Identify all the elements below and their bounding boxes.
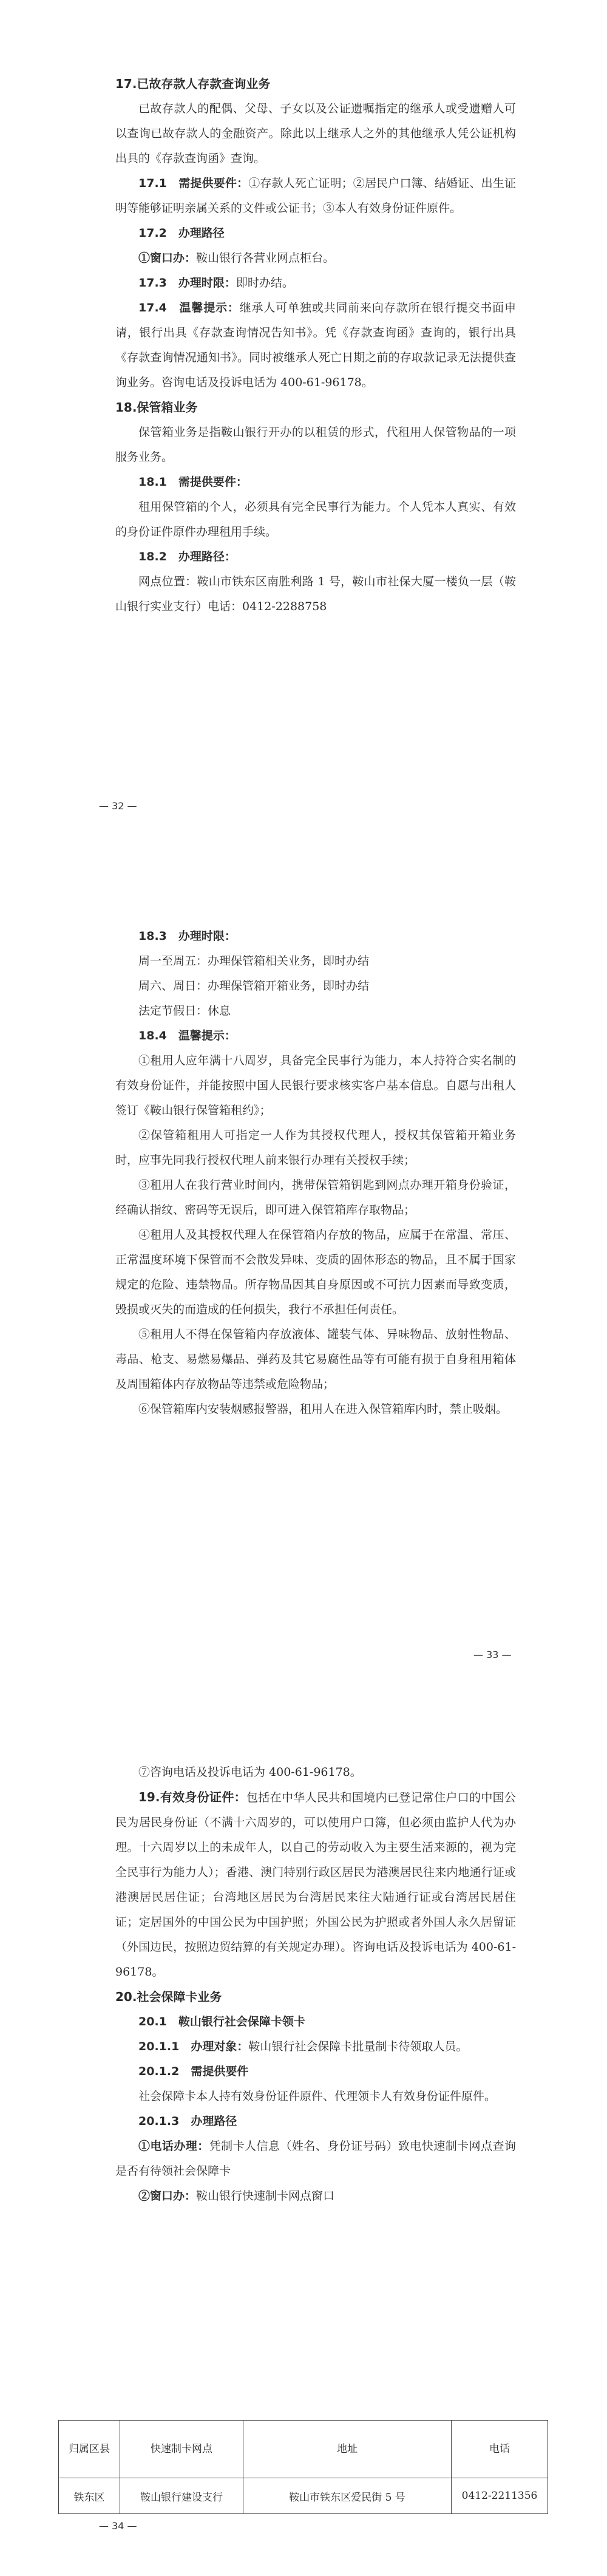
cell-district: 铁东区 <box>59 2478 120 2514</box>
section-20-1-1-label: 20.1.1 办理对象： <box>138 2040 249 2053</box>
path-window-label: ②窗口办： <box>138 2189 197 2203</box>
section-19-label: 19.有效身份证件： <box>138 1790 246 1804</box>
section-18-title: 18.保管箱业务 <box>115 400 198 415</box>
table-header-row <box>59 2421 548 2478</box>
page-number: — 32 — <box>99 800 137 812</box>
path-window-text: 鞍山银行快速制卡网点窗口 <box>196 2189 335 2203</box>
tip-6: ⑥保管箱库内安装烟感报警器，租用人在进入保管箱库内时，禁止吸烟。 <box>138 1402 508 1416</box>
cell-outlet: 鞍山银行建设支行 <box>120 2478 243 2514</box>
section-17-4-label: 17.4 温馨提示： <box>138 301 240 314</box>
section-17-1-text: ①存款人死亡证明；②居民户口簿、结婚证、出生证明等能够证明亲属关系的文件或公证书；③本人有效身份证件原件。 <box>115 177 516 215</box>
section-17-title: 17.已故存款人存款查询业务 <box>115 76 271 91</box>
section-18-1: 18.1 需提供要件： <box>138 475 248 489</box>
section-17-2-window <box>115 246 516 271</box>
header-address: 地址 <box>243 2421 452 2478</box>
path-phone-text: 凭制卡人信息（姓名、身份证号码）致电快速制卡网点查询是否有待领社会保障卡 <box>115 2139 516 2178</box>
section-17-2: 17.2 办理路径 <box>138 226 225 240</box>
page-number: — 34 — <box>99 2520 137 2532</box>
path-phone-label: ①电话办理： <box>138 2139 209 2153</box>
page-32-content <box>115 72 516 619</box>
section-17-intro: 已故存款人的配偶、父母、子女以及公证遗嘱指定的继承人或受遗赠人可以查询已故存款人的金融资产。除此以上继承人之外的其他继承人凭公证机构出具的《存款查询函》查询。 <box>115 102 516 165</box>
tip-3: ③租用人在我行营业时间内，携带保管箱钥匙到网点办理开箱身份验证，经确认指纹、密码等无误后，即可进入保管箱库存取物品； <box>115 1178 516 1217</box>
section-17-1 <box>115 171 516 221</box>
section-17-1-label: 17.1 需提供要件： <box>138 177 249 190</box>
tip-4: ④租用人及其授权代理人在保管箱内存放的物品，应属于在常温、常压、正常温度环境下保管而不会散发异味、变质的固体形态的物品，且不属于国家规定的危险、违禁物品。所存物品因其自身原因或不可抗力因素而导致变质，毁损或灭失的而造成的任何损失，我行不承担任何责任。 <box>115 1228 516 1316</box>
section-18-1-text: 租用保管箱的个人，必须具有完全民事行为能力。个人凭本人真实、有效的身份证件原件办理租用手续。 <box>115 500 516 539</box>
header-phone: 电话 <box>452 2421 548 2478</box>
page-34 <box>0 1718 607 2576</box>
section-18-2-text: 网点位置：鞍山市铁东区南胜利路 1 号，鞍山市社保大厦一楼负一层（鞍山银行实业支行）电话：0412-2288758 <box>115 575 516 613</box>
section-18-3: 18.3 办理时限： <box>138 929 236 943</box>
path-phone <box>115 2134 516 2184</box>
path-window <box>115 2184 516 2209</box>
header-outlet: 快速制卡网点 <box>120 2421 243 2478</box>
section-17-3-label: 17.3 办理时限： <box>138 276 236 290</box>
page-34-content <box>115 1760 516 2209</box>
cell-address: 鞍山市铁东区爱民街 5 号 <box>243 2478 452 2514</box>
header-district: 归属区县 <box>59 2421 120 2478</box>
time-weekday: 周一至周五：办理保管箱相关业务，即时办结 <box>138 954 370 968</box>
section-20-1-1 <box>115 2034 516 2059</box>
section-17-3-text: 即时办结。 <box>236 276 294 290</box>
table-row <box>59 2478 548 2514</box>
time-holiday: 法定节假日：休息 <box>138 1004 231 1018</box>
section-18-2: 18.2 办理路径： <box>138 550 236 563</box>
window-text: 鞍山银行各营业网点柜台。 <box>196 251 335 265</box>
window-label: ①窗口办： <box>138 251 197 265</box>
tip-7: ⑦咨询电话及投诉电话为 400-61-96178。 <box>138 1765 362 1779</box>
page-number: — 33 — <box>473 1649 512 1660</box>
section-20-1-2: 20.1.2 需提供要件 <box>138 2065 249 2078</box>
section-18-intro: 保管箱业务是指鞍山银行开办的以租赁的形式，代租用人保管物品的一项服务业务。 <box>115 426 516 464</box>
page-33-content <box>115 924 516 1422</box>
tip-5: ⑤租用人不得在保管箱内存放液体、罐装气体、异味物品、放射性物品、毒品、枪支、易燃易爆品、弹药及其它易腐性品等有可能有损于自身租用箱体及周围箱体内存放物品等违禁或危险物品； <box>115 1328 516 1391</box>
time-weekend: 周六、周日：办理保管箱开箱业务，即时办结 <box>138 979 370 993</box>
section-18-4: 18.4 温馨提示： <box>138 1029 236 1042</box>
section-20-1: 20.1 鞍山银行社会保障卡领卡 <box>138 2015 305 2028</box>
section-20-1-2-text: 社会保障卡本人持有效身份证件原件、代理领卡人有效身份证件原件。 <box>138 2090 497 2103</box>
section-19-text: 包括在中华人民共和国境内已登记常住户口的中国公民为居民身份证（不满十六周岁的，可以使用户口簿，但必须由监护人代为办理。十六周岁以上的未成年人，以自己的劳动收入为主要生活来源的，视为完全民事行为能力人）；香港、澳门特别行政区居民为港澳居民往来内地通行证或港澳居民居住证；台湾地区居民为台湾居民来往大陆通行证或台湾居民居住证；定居国外的中国公民为中国护照；外国公民为护照或者外国人永久居留证（外国边民，按照边贸结算的有关规定办理）。咨询电话及投诉电话为 400-61-96178。 <box>115 1791 516 1979</box>
page-32 <box>0 0 607 858</box>
section-17-3 <box>115 271 516 296</box>
section-17-4 <box>115 296 516 395</box>
card-outlet-table <box>58 2420 548 2514</box>
cell-phone: 0412-2211356 <box>452 2478 548 2514</box>
section-20-title: 20.社会保障卡业务 <box>115 1990 222 2004</box>
section-20-1-1-text: 鞍山银行社会保障卡批量制卡待领取人员。 <box>248 2040 468 2053</box>
section-17-4-text: 继承人可单独或共同前来向存款所在银行提交书面申请，银行出具《存款查询情况告知书》。凭《存款查询函》查询的，银行出具《存款查询情况通知书》。同时被继承人死亡日期之前的存取款记录无法提供查询业务。咨询电话及投诉电话为 400-61-96178。 <box>115 301 516 389</box>
section-20-1-3: 20.1.3 办理路径 <box>138 2115 237 2128</box>
tip-2: ②保管箱租用人可指定一人作为其授权代理人，授权其保管箱开箱业务时，应事先同我行授权代理人前来银行办理有关授权手续； <box>115 1129 516 1167</box>
page-33 <box>0 858 607 1718</box>
tip-1: ①租用人应年满十八周岁，具备完全民事行为能力，本人持符合实名制的有效身份证件，并能按照中国人民银行要求核实客户基本信息。自愿与出租人签订《鞍山银行保管箱租约》； <box>115 1054 516 1117</box>
section-19 <box>115 1785 516 1985</box>
